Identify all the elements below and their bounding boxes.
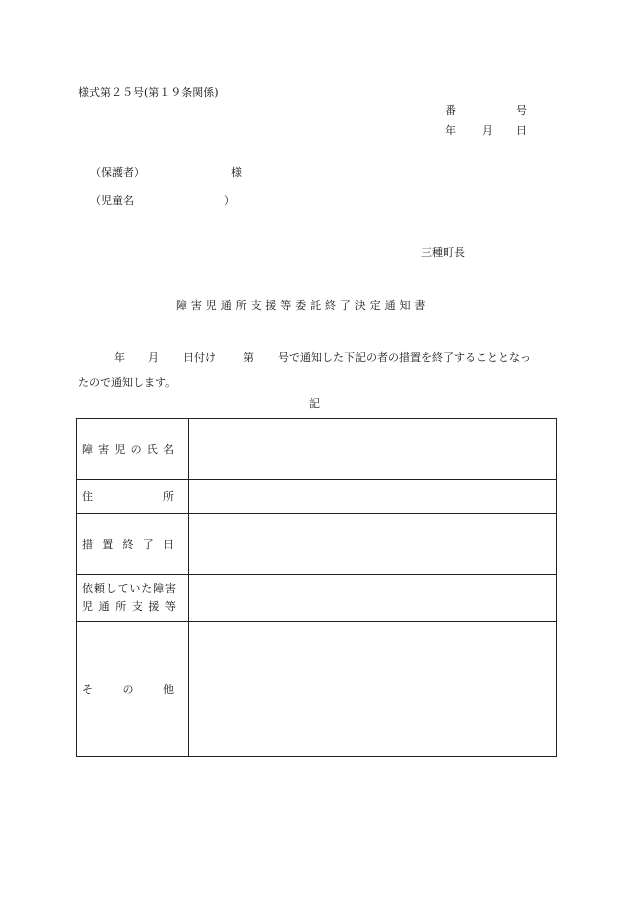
child-name-close-paren: ） (224, 194, 235, 207)
table-row-end-date (77, 514, 557, 575)
date-day-label: 日 (516, 124, 527, 137)
guardian-label: （保護者） (90, 166, 145, 179)
ki-heading: 記 (309, 397, 320, 410)
label-char: 置 (102, 537, 114, 551)
date-month-label: 月 (482, 124, 493, 137)
body-day-dated: 日付け (183, 351, 216, 364)
label-char: 児 (114, 442, 126, 456)
document-title: 障害児通所支援等委託終了決定通知書 (176, 299, 430, 312)
label-char: 所 (163, 490, 174, 503)
body-number-prefix: 第 (243, 351, 254, 364)
child-name-label: （児童名 (90, 194, 134, 207)
number-label: 番 (445, 104, 456, 117)
label-support-service (77, 575, 189, 622)
body-month: 月 (148, 351, 159, 364)
label-multiline: 依頼していた障害児通所支援等 (82, 582, 176, 613)
table-row-child-name (77, 419, 557, 480)
label-char: 障 (82, 442, 93, 456)
label-address (77, 480, 189, 514)
value-support-service[interactable] (189, 575, 557, 622)
table-row-other (77, 622, 557, 757)
table-row-support-service (77, 575, 557, 622)
label-char: 措 (82, 537, 93, 551)
label-char: の (130, 442, 142, 456)
label-char: の (122, 682, 134, 696)
label-other (77, 622, 189, 757)
label-child-name (77, 419, 189, 480)
label-char: 他 (163, 682, 174, 696)
value-other[interactable] (189, 622, 557, 757)
value-address[interactable] (189, 480, 557, 514)
label-char: 名 (162, 442, 174, 456)
label-char: 氏 (146, 442, 158, 456)
issuer-name: 三種町長 (421, 246, 465, 259)
value-child-name[interactable] (189, 419, 557, 480)
label-end-date (77, 514, 189, 575)
body-year: 年 (114, 351, 125, 364)
value-end-date[interactable] (189, 514, 557, 575)
label-char: そ (82, 682, 93, 696)
date-year-label: 年 (445, 124, 456, 137)
number-suffix: 号 (516, 104, 527, 117)
honorific: 様 (231, 166, 242, 179)
body-text-line1: 号で通知した下記の者の措置を終了することとなっ (278, 351, 531, 364)
label-char: 了 (142, 537, 154, 551)
label-char: 住 (82, 490, 93, 503)
body-text-line2: たので通知します。 (78, 376, 177, 389)
label-char: 害 (98, 442, 110, 456)
form-number: 様式第２５号(第１９条関係) (78, 86, 219, 99)
table-row-address (77, 480, 557, 514)
label-char: 日 (163, 537, 174, 551)
label-char: 終 (122, 537, 134, 551)
record-table (76, 418, 557, 757)
